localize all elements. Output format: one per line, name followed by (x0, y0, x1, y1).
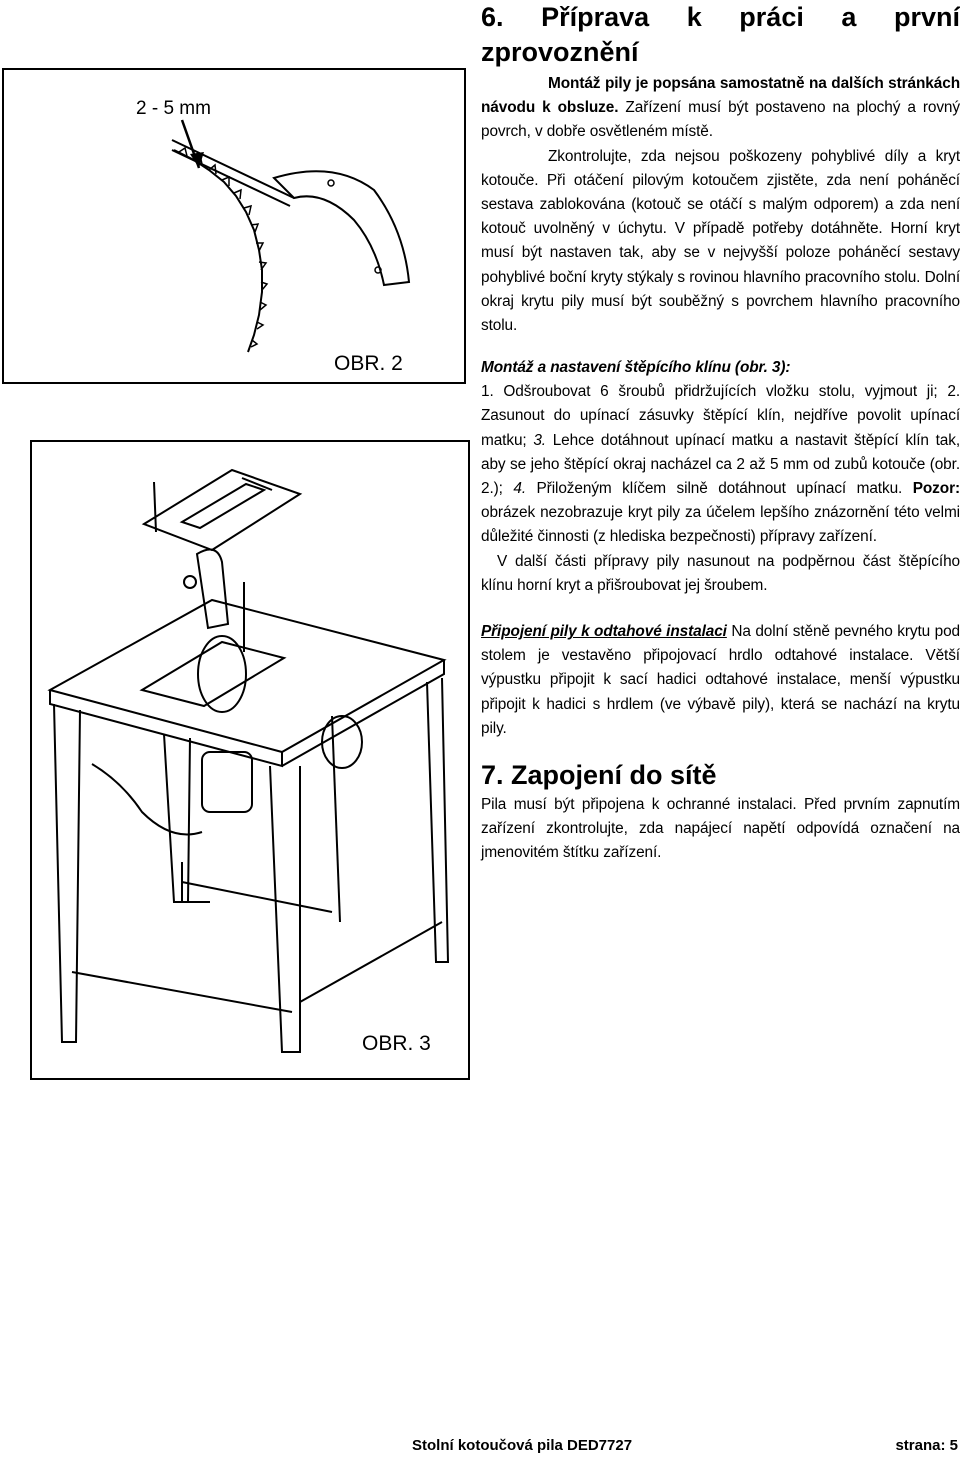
section-6-heading: 6. Příprava k práci a první zprovoznění (481, 2, 960, 67)
footer-title: Stolní kotoučová pila DED7727 (412, 1437, 633, 1454)
section-7-paragraph: Pila musí být připojena k ochranné instalaci. Před prvním zapnutím zařízení zkontrolujte, zda napájecí napětí odpovídá označení na jmenovitém štítku zařízení. (481, 796, 960, 862)
section-7 (481, 758, 960, 866)
dimension-label: 2 - 5 mm (136, 98, 211, 119)
section-6-paragraph-1: Montáž pily je popsána samostatně na dalších stránkách návodu k obsluze. Zařízení musí být postaveno na plochý a rovný povrch, v dobře osvětleném místě. (481, 75, 960, 141)
figure-3-label: OBR. 3 (362, 1032, 431, 1055)
section-6-paragraph-2: Zkontrolujte, zda nejsou poškozeny pohyblivé díly a kryt kotouče. Při otáčení pilovým kotoučem zjistěte, zda není poháněcí sestava zablokována (kotouč se otáčí s malým odporem) a zda není kotouč uvolněný v úchytu. V případě potřeby dotáhněte. Horní kryt musí být nastaven tak, aby se v nejvyšší poloze poháněcí sestavy pohyblivé boční kryty stýkaly s rovinou hlavního pracovního stolu. Dolní okraj krytu pily musí být souběžný s povrchem hlavního pracovního stolu. (481, 147, 960, 335)
figure-2-label: OBR. 2 (334, 352, 403, 375)
figure-3 (30, 440, 470, 1080)
section-7-heading: 7. Zapojení do sítě (481, 760, 717, 790)
figure-2 (2, 68, 466, 384)
extraction-section (481, 620, 960, 741)
extraction-paragraph: Připojení pily k odtahové instalaci Na dolní stěně pevného krytu pod stolem je vestavěno připojovací hrdlo odtahové instalace. Větší výpustku připojit k sací hadici odtahové instalace, menší výpustku připojit k hadici s hrdlem (ve výbavě pily), která se nachází na krytu pily. (481, 623, 960, 737)
table-saw-drawing (32, 442, 468, 1078)
riving-knife-diagram (4, 70, 464, 382)
riving-knife-heading: Montáž a nastavení štěpícího klínu (obr. 3): (481, 359, 791, 376)
footer-page-number: strana: 5 (895, 1437, 958, 1454)
riving-knife-paragraph-2: V další části přípravy pily nasunout na podpěrnou část štěpícího klínu horní kryt a přišroubovat jej šroubem. (481, 552, 960, 594)
riving-knife-steps: 1. Odšroubovat 6 šroubů přidržujících vložku stolu, vyjmout ji; 2. Zasunout do upínací zásuvky štěpící klín, nejdříve povolit upínací matku; 3. Lehce dotáhnout upínací matku a nastavit štěpící klín tak, aby se jeho štěpící okraj nacházel ca 2 až 5 mm od zubů kotouče (obr. 2.); 4. Přiloženým klíčem silně dotáhnout upínací matku. Pozor: obrázek nezobrazuje kryt pily za účelem lepšího znázornění této velmi důležité činnosti (z hlediska bezpečnosti) přípravy zařízení. (481, 383, 960, 546)
section-6 (481, 0, 960, 338)
riving-knife-section (481, 356, 960, 598)
